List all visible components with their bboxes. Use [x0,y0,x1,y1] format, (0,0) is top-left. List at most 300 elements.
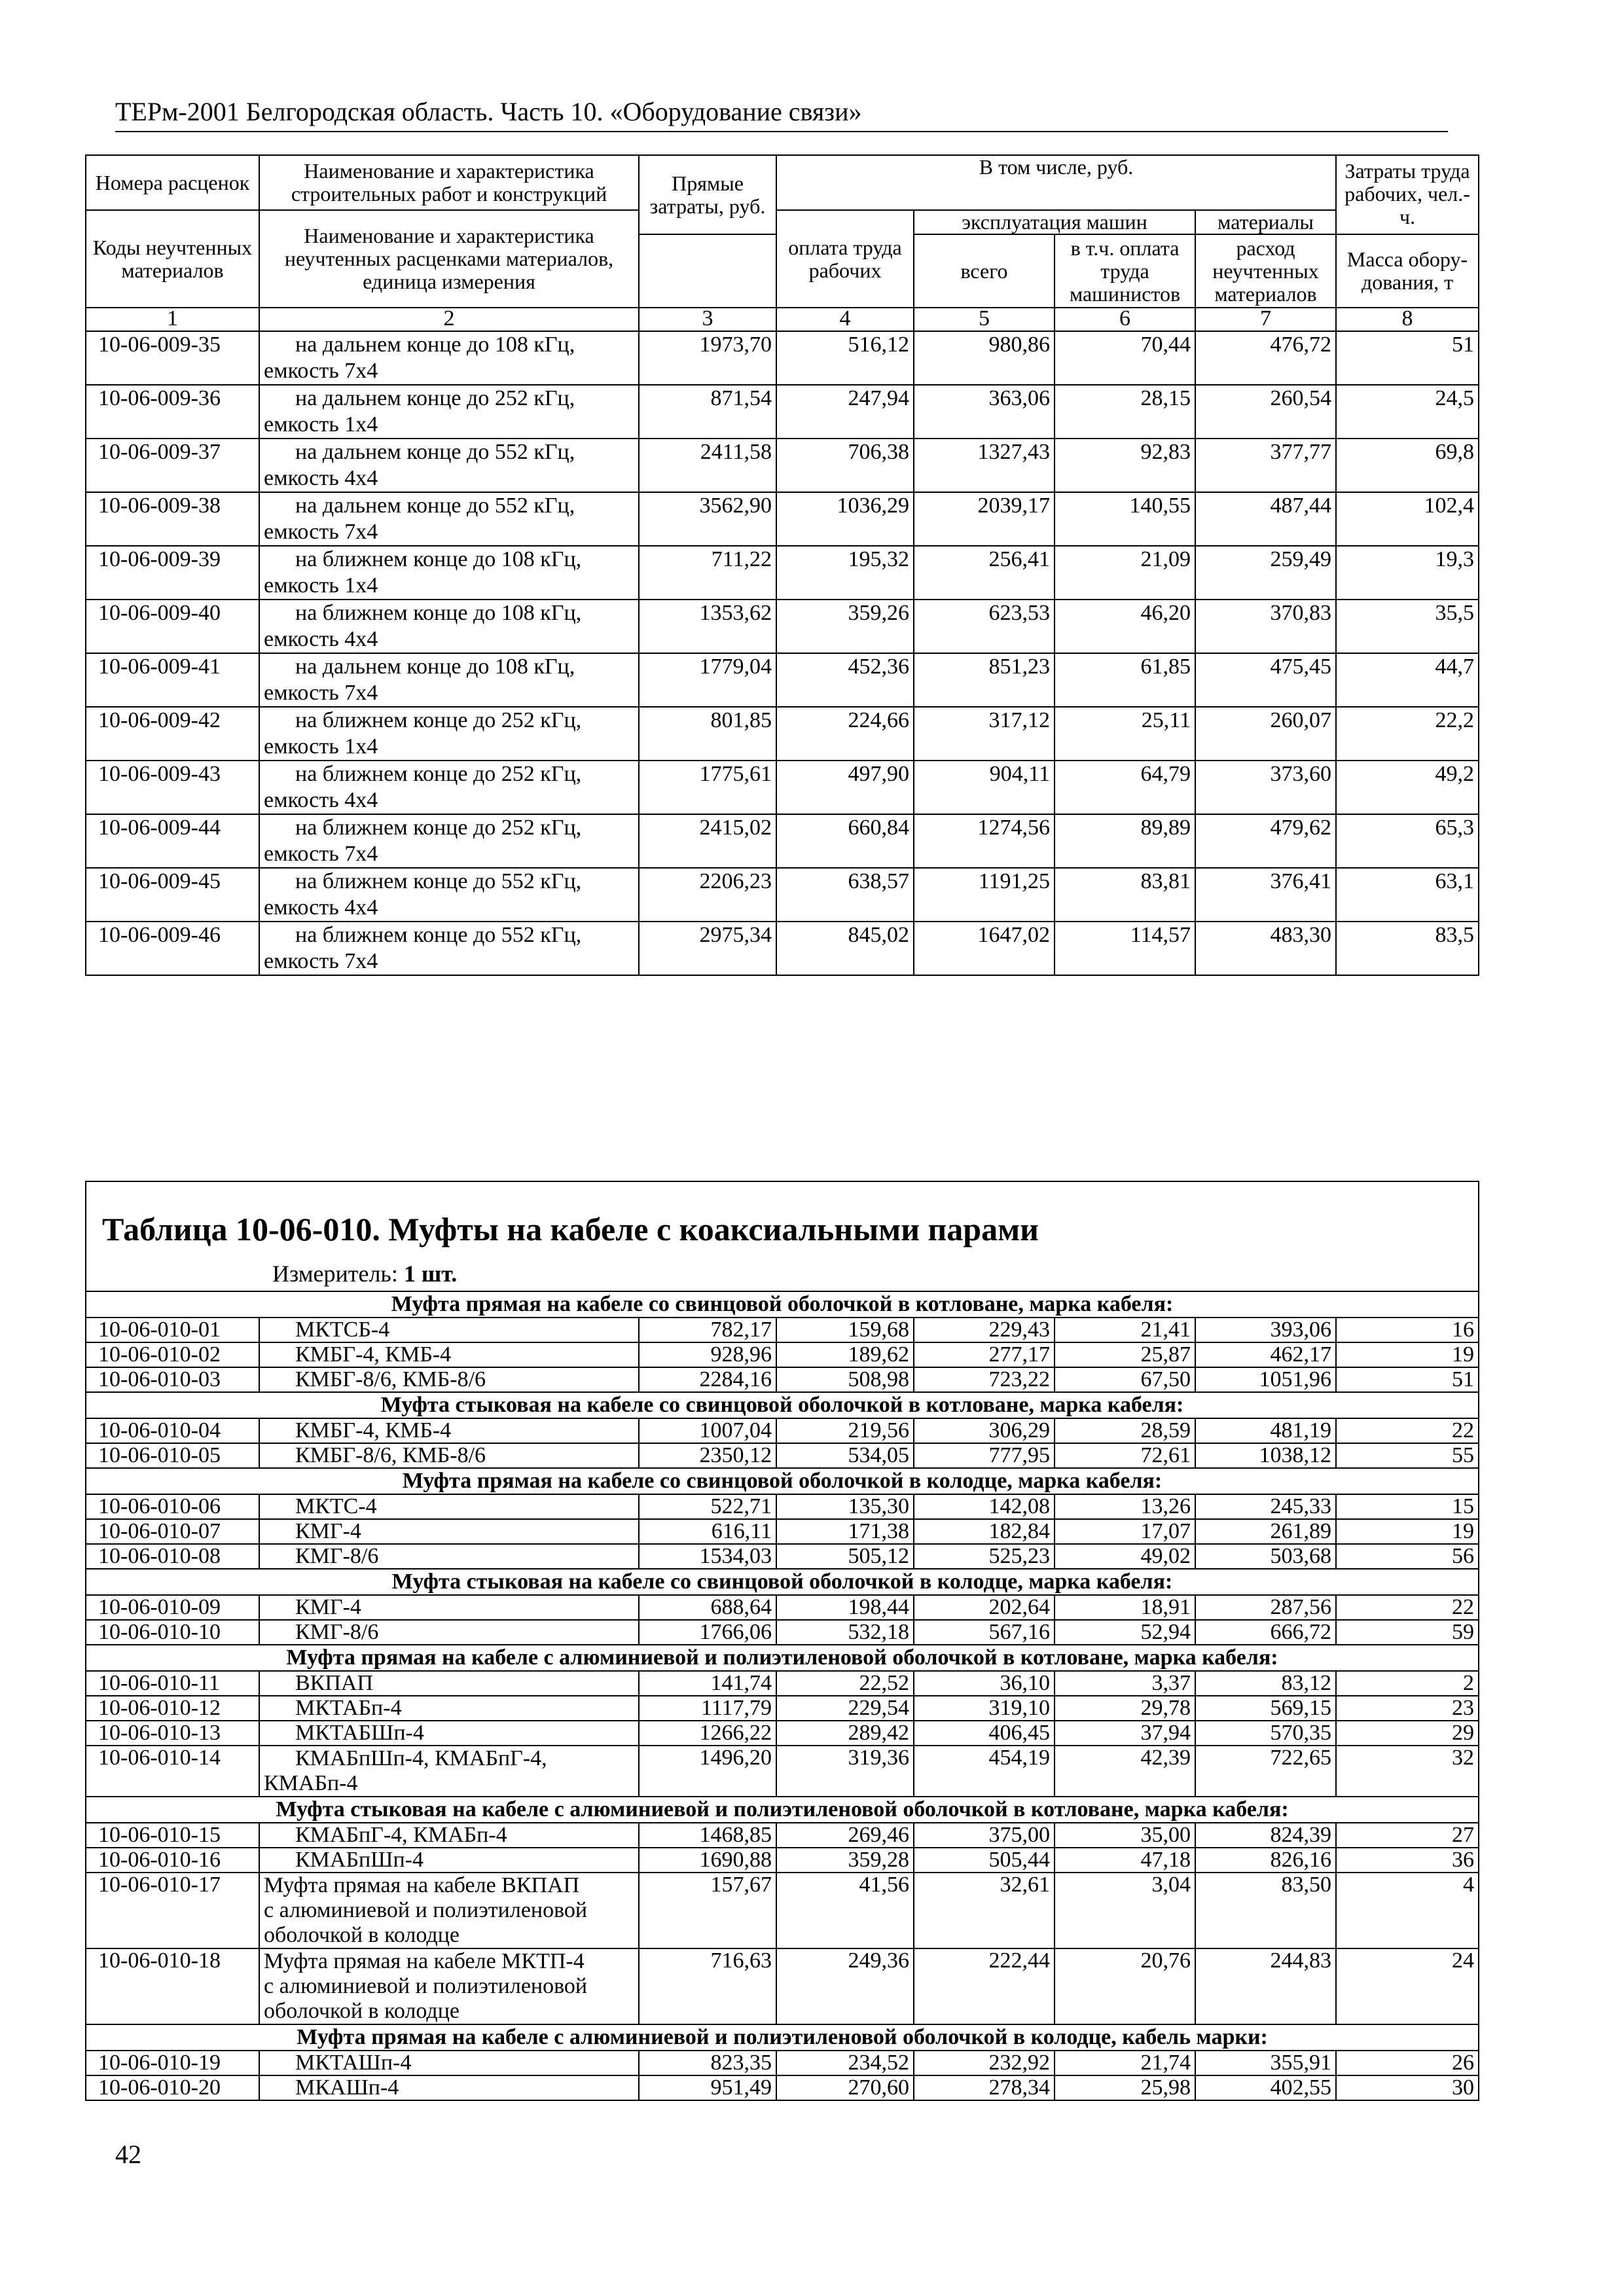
machinist-wages-value: 17,07 [1055,1519,1195,1544]
rate-code: 10-06-009-39 [86,546,259,600]
machines-total-value: 232,92 [914,2051,1055,2075]
table-row [86,1595,1479,1620]
name-line: на дальнем конце до 252 кГц, [295,386,575,410]
materials-value: 376,41 [1195,868,1336,922]
rate-name [259,1823,639,1848]
labor-costs-value: 2 [1336,1671,1479,1696]
rate-name [259,1342,639,1367]
wages-value: 171,38 [776,1519,914,1544]
name-line: МКТАШп-4 [295,2051,412,2075]
wages-value: 359,28 [776,1848,914,1873]
rate-code: 10-06-010-08 [86,1544,259,1569]
table-row [86,922,1479,975]
name-line: емкость 7x4 [264,681,378,705]
col-num-4: 4 [776,308,914,331]
machinist-wages-value: 28,15 [1055,385,1195,439]
rate-name [259,922,639,975]
machinist-wages-value: 20,76 [1055,1948,1195,2024]
rate-name [259,492,639,546]
machines-total-value: 229,43 [914,1318,1055,1342]
machines-total-value: 363,06 [914,385,1055,439]
section-title: Муфта прямая на кабеле со свинцовой оболочкой в колодце, марка кабеля: [86,1468,1479,1494]
direct-costs-value: 2206,23 [639,868,776,922]
name-line: Муфта прямая на кабеле МКТП-4 [264,1949,585,1973]
name-line: КМАБпШп-4 [295,1848,424,1872]
labor-costs-value: 56 [1336,1544,1479,1569]
page-number: 42 [115,2140,141,2169]
name-line: КМБГ-4, КМБ-4 [295,1342,452,1367]
materials-value: 475,45 [1195,653,1336,707]
direct-costs-value: 1117,79 [639,1696,776,1721]
machinist-wages-value: 140,55 [1055,492,1195,546]
rate-code: 10-06-010-12 [86,1696,259,1721]
name-line: емкость 4x4 [264,895,378,920]
rate-code: 10-06-010-05 [86,1443,259,1468]
name-line: емкость 1x4 [264,734,378,759]
machinist-wages-value: 25,87 [1055,1342,1195,1367]
rate-code: 10-06-010-17 [86,1873,259,1948]
rate-name [259,1318,639,1342]
labor-costs-value: 26 [1336,2051,1479,2075]
wages-value: 497,90 [776,761,914,814]
section-title: Муфта прямая на кабеле с алюминиевой и полиэтиленовой оболочкой в колодце, кабель марки: [86,2024,1479,2051]
wages-value: 195,32 [776,546,914,600]
measure-label: Измеритель: [272,1261,398,1287]
machines-total-value: 777,95 [914,1443,1055,1468]
machines-total-value: 525,23 [914,1544,1055,1569]
rate-name [259,814,639,868]
rate-code: 10-06-010-06 [86,1494,259,1519]
machinist-wages-value: 21,09 [1055,546,1195,600]
machinist-wages-value: 52,94 [1055,1620,1195,1645]
rate-name [259,653,639,707]
direct-costs-value: 2415,02 [639,814,776,868]
direct-costs-value: 2975,34 [639,922,776,975]
rate-code: 10-06-010-20 [86,2075,259,2100]
direct-costs-value: 928,96 [639,1342,776,1367]
col-head-rate-numbers: Номера расценок [86,155,259,210]
name-line: на дальнем конце до 108 кГц, [295,332,575,357]
col-head-direct-costs: Прямые затраты, руб. [639,155,776,234]
labor-costs-value: 51 [1336,331,1479,385]
labor-costs-value: 24 [1336,1948,1479,2024]
rate-name [259,1494,639,1519]
direct-costs-value: 871,54 [639,385,776,439]
labor-costs-value: 19 [1336,1342,1479,1367]
labor-costs-value: 22 [1336,1418,1479,1443]
section-header-row [86,1468,1479,1494]
measure-line [272,1261,457,1287]
labor-costs-value: 49,2 [1336,761,1479,814]
rate-name [259,707,639,761]
machinist-wages-value: 3,37 [1055,1671,1195,1696]
name-line: МКАШп-4 [295,2075,399,2100]
name-line: КМБГ-4, КМБ-4 [295,1418,452,1443]
labor-costs-value: 15 [1336,1494,1479,1519]
materials-value: 570,35 [1195,1721,1336,1746]
rate-code: 10-06-010-14 [86,1746,259,1797]
wages-value: 247,94 [776,385,914,439]
labor-costs-value: 59 [1336,1620,1479,1645]
table-row [86,1367,1479,1392]
rate-code: 10-06-009-38 [86,492,259,546]
wages-value: 198,44 [776,1595,914,1620]
name-line: оболочкой в колодце [264,1999,460,2023]
direct-costs-value: 1779,04 [639,653,776,707]
labor-costs-value: 29 [1336,1721,1479,1746]
labor-costs-value: 102,4 [1336,492,1479,546]
name-line: КМАБп-4 [264,1771,358,1795]
name-line: КМАБпШп-4, КМАБпГ-4, [295,1746,547,1770]
wages-value: 534,05 [776,1443,914,1468]
name-line: на ближнем конце до 552 кГц, [295,923,582,947]
labor-costs-value: 44,7 [1336,653,1479,707]
rate-name [259,331,639,385]
machines-total-value: 980,86 [914,331,1055,385]
machinist-wages-value: 72,61 [1055,1443,1195,1468]
materials-value: 487,44 [1195,492,1336,546]
name-line: оболочкой в колодце [264,1923,460,1947]
table-row [86,385,1479,439]
machinist-wages-value: 70,44 [1055,331,1195,385]
direct-costs-value: 1007,04 [639,1418,776,1443]
machinist-wages-value: 67,50 [1055,1367,1195,1392]
labor-costs-value: 23 [1336,1696,1479,1721]
rate-code: 10-06-010-13 [86,1721,259,1746]
direct-costs-value: 711,22 [639,546,776,600]
name-line: с алюминиевой и полиэтиленовой [264,1974,588,1998]
table-row [86,1671,1479,1696]
rate-name [259,1595,639,1620]
table-row [86,492,1479,546]
materials-value: 260,54 [1195,385,1336,439]
materials-value: 503,68 [1195,1544,1336,1569]
materials-value: 1038,12 [1195,1443,1336,1468]
direct-costs-value: 616,11 [639,1519,776,1544]
rate-name [259,1544,639,1569]
table-row [86,439,1479,492]
table-row [86,1696,1479,1721]
col-head-work-name: Наименование и характеристика строительных работ и конструкций [259,155,639,210]
materials-value: 569,15 [1195,1696,1336,1721]
machinist-wages-value: 114,57 [1055,922,1195,975]
section-header-row [86,1291,1479,1318]
machines-total-value: 317,12 [914,707,1055,761]
labor-costs-value: 16 [1336,1318,1479,1342]
rate-code: 10-06-009-46 [86,922,259,975]
materials-value: 826,16 [1195,1848,1336,1873]
machinist-wages-value: 28,59 [1055,1418,1195,1443]
rate-code: 10-06-010-10 [86,1620,259,1645]
machines-total-value: 202,64 [914,1595,1055,1620]
materials-value: 373,60 [1195,761,1336,814]
name-line: КМГ-8/6 [295,1620,379,1644]
table-row [86,761,1479,814]
wages-value: 359,26 [776,600,914,653]
rate-code: 10-06-009-36 [86,385,259,439]
rate-code: 10-06-010-11 [86,1671,259,1696]
wages-value: 234,52 [776,2051,914,2075]
table-row [86,2051,1479,2075]
direct-costs-value: 2411,58 [639,439,776,492]
name-line: МКТАБп-4 [295,1696,402,1720]
materials-value: 476,72 [1195,331,1336,385]
table-row [86,1544,1479,1569]
rate-code: 10-06-010-19 [86,2051,259,2075]
col-num-6: 6 [1055,308,1195,331]
table-row [86,1823,1479,1848]
materials-value: 481,19 [1195,1418,1336,1443]
rate-name [259,2051,639,2075]
machines-total-value: 723,22 [914,1367,1055,1392]
wages-value: 532,18 [776,1620,914,1645]
machines-total-value: 454,19 [914,1746,1055,1797]
wages-value: 289,42 [776,1721,914,1746]
rate-code: 10-06-010-15 [86,1823,259,1848]
rate-name [259,2075,639,2100]
wages-value: 22,52 [776,1671,914,1696]
name-line: емкость 1x4 [264,412,378,437]
section-header-row [86,1645,1479,1671]
wages-value: 1036,29 [776,492,914,546]
machines-total-value: 32,61 [914,1873,1055,1948]
rate-name [259,1696,639,1721]
name-line: МКТСБ-4 [295,1318,390,1342]
machines-total-value: 222,44 [914,1948,1055,2024]
machines-total-value: 142,08 [914,1494,1055,1519]
rate-code: 10-06-009-37 [86,439,259,492]
name-line: на ближнем конце до 252 кГц, [295,708,582,732]
col-head-machines-total: всего [914,234,1055,308]
labor-costs-value: 19,3 [1336,546,1479,600]
labor-costs-value: 4 [1336,1873,1479,1948]
direct-costs-value: 716,63 [639,1948,776,2024]
col-num-8: 8 [1336,308,1479,331]
name-line: КМБГ-8/6, КМБ-8/6 [295,1443,486,1467]
name-line: КМГ-4 [295,1595,361,1619]
table-row [86,707,1479,761]
machines-total-value: 278,34 [914,2075,1055,2100]
including-label: В том числе, руб. [979,155,1134,179]
rate-code: 10-06-009-35 [86,331,259,385]
machinist-wages-value: 47,18 [1055,1848,1195,1873]
machines-total-value: 182,84 [914,1519,1055,1544]
section-title: Муфта прямая на кабеле со свинцовой оболочкой в котловане, марка кабеля: [86,1291,1479,1318]
machinist-wages-value: 49,02 [1055,1544,1195,1569]
labor-costs-value: 65,3 [1336,814,1479,868]
rate-code: 10-06-009-43 [86,761,259,814]
wages-value: 219,56 [776,1418,914,1443]
machinist-wages-value: 42,39 [1055,1746,1195,1797]
rate-code: 10-06-010-04 [86,1418,259,1443]
direct-costs-value: 522,71 [639,1494,776,1519]
labor-costs-value: 22 [1336,1595,1479,1620]
table-row [86,868,1479,922]
machines-total-value: 319,10 [914,1696,1055,1721]
name-line: с алюминиевой и полиэтиленовой [264,1898,588,1922]
col-num-3: 3 [639,308,776,331]
rate-name [259,1848,639,1873]
col-head-materials: материалы [1195,210,1336,234]
rate-name [259,546,639,600]
rate-code: 10-06-010-01 [86,1318,259,1342]
table-row [86,1418,1479,1443]
name-line: на ближнем конце до 108 кГц, [295,547,582,571]
materials-value: 666,72 [1195,1620,1336,1645]
machinist-wages-value: 25,11 [1055,707,1195,761]
running-header: ТЕРм-2001 Белгородская область. Часть 10. «Оборудование связи» [115,97,1448,132]
machinist-wages-value: 35,00 [1055,1823,1195,1848]
machines-total-value: 36,10 [914,1671,1055,1696]
labor-costs-value: 83,5 [1336,922,1479,975]
machines-total-value: 1647,02 [914,922,1055,975]
wages-value: 845,02 [776,922,914,975]
col-head-unaccounted-materials: расход неучтенных материалов [1195,234,1336,308]
name-line: емкость 7x4 [264,359,378,383]
labor-costs-value: 69,8 [1336,439,1479,492]
labor-costs-value: 24,5 [1336,385,1479,439]
rate-code: 10-06-010-03 [86,1367,259,1392]
machinist-wages-value: 18,91 [1055,1595,1195,1620]
machinist-wages-value: 3,04 [1055,1873,1195,1948]
machines-total-value: 1191,25 [914,868,1055,922]
materials-value: 824,39 [1195,1823,1336,1848]
section-header-row [86,2024,1479,2051]
rate-name [259,439,639,492]
col-num-5: 5 [914,308,1055,331]
labor-costs-value: 30 [1336,2075,1479,2100]
wages-value: 269,46 [776,1823,914,1848]
materials-value: 722,65 [1195,1746,1336,1797]
rate-name [259,1721,639,1746]
table-row [86,814,1479,868]
name-line: емкость 4x4 [264,466,378,490]
wages-value: 229,54 [776,1696,914,1721]
wages-value: 135,30 [776,1494,914,1519]
table-10-06-010 [85,1181,1479,2101]
section-title: Муфта стыковая на кабеле с алюминиевой и полиэтиленовой оболочкой в котловане, марка кабеля: [86,1797,1479,1823]
wages-value: 159,68 [776,1318,914,1342]
materials-value: 245,33 [1195,1494,1336,1519]
machines-total-value: 406,45 [914,1721,1055,1746]
wages-value: 319,36 [776,1746,914,1797]
name-line: на ближнем конце до 108 кГц, [295,601,582,625]
wages-value: 516,12 [776,331,914,385]
materials-value: 393,06 [1195,1318,1336,1342]
table-row [86,1494,1479,1519]
col-num-7: 7 [1195,308,1336,331]
machinist-wages-value: 89,89 [1055,814,1195,868]
table-row [86,1519,1479,1544]
wages-value: 41,56 [776,1873,914,1948]
name-line: Муфта прямая на кабеле ВКПАП [264,1873,580,1897]
materials-value: 83,50 [1195,1873,1336,1948]
rate-name [259,1418,639,1443]
machines-total-value: 623,53 [914,600,1055,653]
name-line: МКТАБШп-4 [295,1721,424,1745]
materials-value: 83,12 [1195,1671,1336,1696]
rate-name [259,868,639,922]
direct-costs-value: 1496,20 [639,1746,776,1797]
table-row [86,1721,1479,1746]
name-line: КМБГ-8/6, КМБ-8/6 [295,1367,486,1391]
machinist-wages-value: 83,81 [1055,868,1195,922]
wages-value: 224,66 [776,707,914,761]
table-title: Таблица 10-06-010. Муфты на кабеле с коаксиальными парами [102,1211,1039,1247]
rate-code: 10-06-010-09 [86,1595,259,1620]
name-line: на дальнем конце до 552 кГц, [295,493,575,518]
rate-name [259,1519,639,1544]
machines-total-value: 851,23 [914,653,1055,707]
machines-total-value: 567,16 [914,1620,1055,1645]
direct-costs-value: 1690,88 [639,1848,776,1873]
direct-costs-value: 1534,03 [639,1544,776,1569]
machinist-wages-value: 37,94 [1055,1721,1195,1746]
direct-costs-value: 2350,12 [639,1443,776,1468]
section-header-row [86,1569,1479,1595]
materials-value: 259,49 [1195,546,1336,600]
materials-value: 479,62 [1195,814,1336,868]
name-line: КМГ-8/6 [295,1544,379,1568]
section-header-row [86,1392,1479,1418]
table-row [86,600,1479,653]
materials-value: 483,30 [1195,922,1336,975]
machinist-wages-value: 13,26 [1055,1494,1195,1519]
name-line: на ближнем конце до 552 кГц, [295,869,582,893]
machinist-wages-value: 64,79 [1055,761,1195,814]
rate-name [259,600,639,653]
materials-value: 1051,96 [1195,1367,1336,1392]
machines-total-value: 306,29 [914,1418,1055,1443]
table-row [86,1948,1479,2024]
rate-name [259,1746,639,1797]
rate-code: 10-06-009-44 [86,814,259,868]
section-title: Муфта стыковая на кабеле со свинцовой оболочкой в котловане, марка кабеля: [86,1392,1479,1418]
col-head-machinist-wages: в т.ч. оплата труда машинистов [1055,234,1195,308]
rate-name [259,1620,639,1645]
direct-costs-value: 1973,70 [639,331,776,385]
table-row [86,1318,1479,1342]
col-head-including [776,155,1336,210]
wages-value: 638,57 [776,868,914,922]
direct-costs-value: 1766,06 [639,1620,776,1645]
wages-value: 706,38 [776,439,914,492]
direct-costs-value: 3562,90 [639,492,776,546]
name-line: емкость 4x4 [264,788,378,812]
rate-code: 10-06-009-45 [86,868,259,922]
name-line: ВКПАП [295,1671,374,1695]
materials-value: 377,77 [1195,439,1336,492]
rate-name [259,1443,639,1468]
section-header-row [86,1797,1479,1823]
rate-code: 10-06-009-42 [86,707,259,761]
table-row [86,1443,1479,1468]
machinist-wages-value: 29,78 [1055,1696,1195,1721]
col-head-equipment-mass: Масса обору-дования, т [1336,234,1479,308]
materials-value: 462,17 [1195,1342,1336,1367]
name-line: КМГ-4 [295,1519,361,1543]
name-line: емкость 1x4 [264,573,378,598]
machines-total-value: 2039,17 [914,492,1055,546]
col-head-labor-costs: Затраты труда рабочих, чел.-ч. [1336,155,1479,234]
name-line: емкость 7x4 [264,949,378,973]
col-num-2: 2 [259,308,639,331]
name-line: на дальнем конце до 108 кГц, [295,655,575,679]
machines-total-value: 375,00 [914,1823,1055,1848]
machinist-wages-value: 61,85 [1055,653,1195,707]
table-row [86,1746,1479,1797]
materials-value: 244,83 [1195,1948,1336,2024]
